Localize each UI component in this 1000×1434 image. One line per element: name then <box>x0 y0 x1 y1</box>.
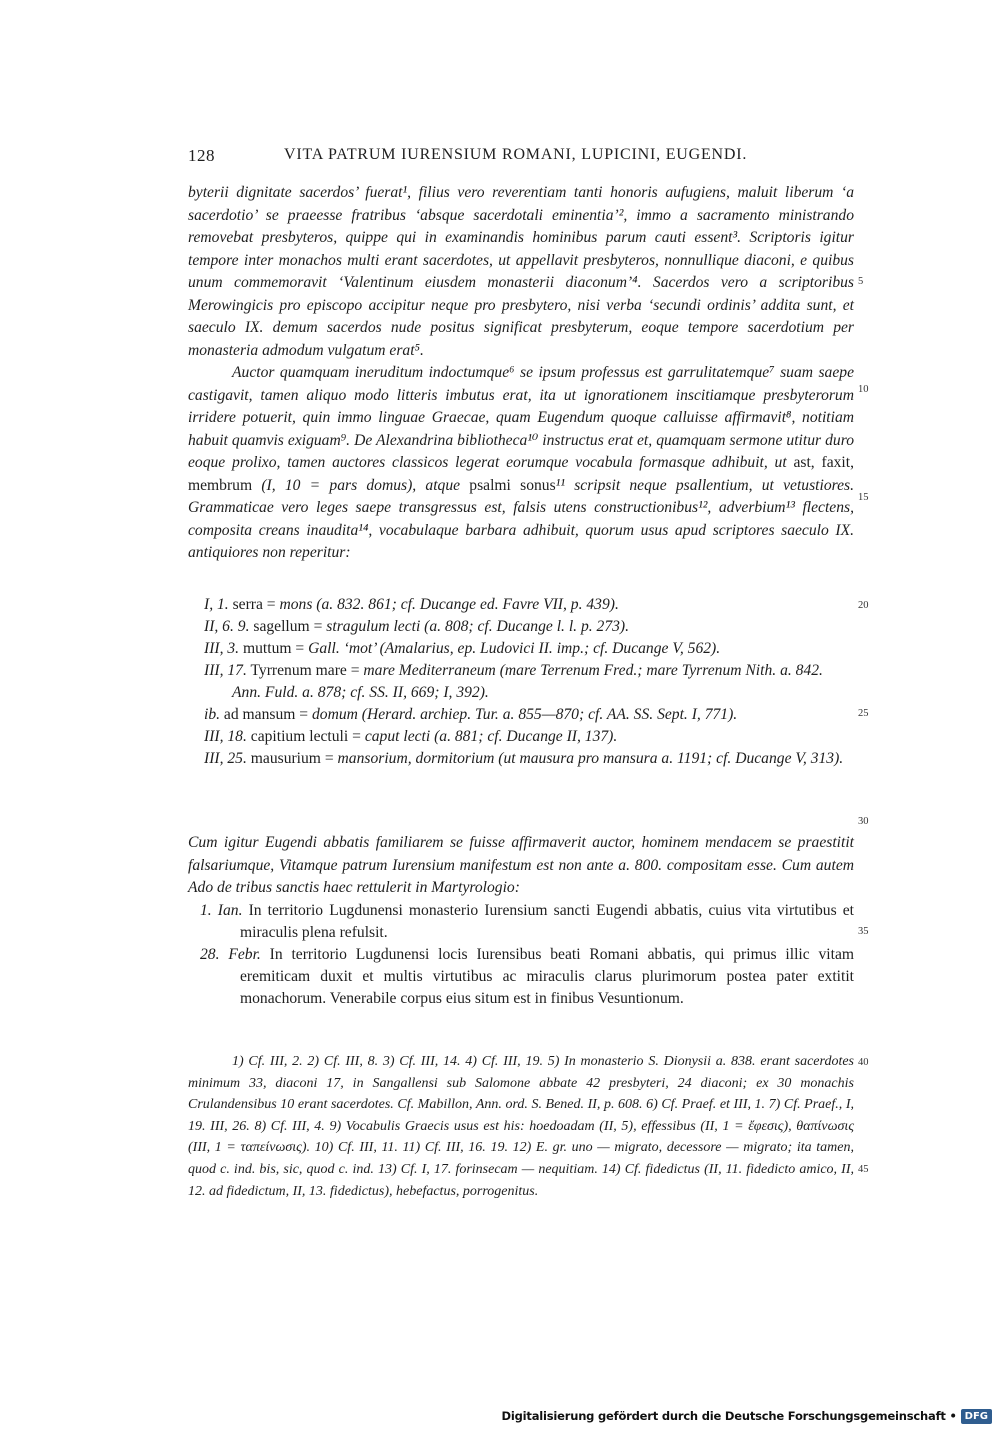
gloss-entry: III, 3. muttum = Gall. ‘mot’ (Amalarius, ep. Ludovici II. imp.; cf. Ducange V, 562). <box>204 640 721 657</box>
paragraph-3: Cum igitur Eugendi abbatis familiarem se fuisse affirmaverit auctor, hominem mendacem se praestitit falsariumque, Vitamque patrum Iurensium manifestum est non ante a. 800. compositam esse. Cum autem Ado de tribus sanctis haec rettulerit in Martyrologio: <box>188 834 854 896</box>
main-text <box>188 182 854 565</box>
line-number: 15 <box>858 492 869 503</box>
line-number: 45 <box>858 1164 869 1175</box>
line-number: 35 <box>858 926 869 937</box>
gloss-entry: III, 17. Tyrrenum mare = mare Mediterraneum (mare Terrenum Fred.; mare Tyrrenum Nith. a. 842. Ann. Fuld. a. 878; cf. SS. II, 669; I, 392). <box>204 662 823 701</box>
line-number: 10 <box>858 384 869 395</box>
line-number: 40 <box>858 1057 869 1068</box>
footer-bar <box>502 1406 992 1426</box>
footer-credit: Digitalisierung gefördert durch die Deutsche Forschungsgemeinschaft • <box>501 1409 957 1423</box>
footnotes <box>188 1051 854 1202</box>
page-header <box>188 146 858 170</box>
paragraph-2: Auctor quamquam ineruditum indoctumque⁶ se ipsum professus est garrulitatemque⁷ suam saepe castigavit, tamen aliquo modo litteris imbutus erat, ita ut ignorationem inscitiamque presbyterorum irridere potuerit, quin immo linguae Graecae, quam Eugendum quoque calluisse affirmavit⁸, notitiam habuit quamvis exiguam⁹. De Alexandrina bibliotheca¹⁰ instructus erat et, quamquam sermone utitur duro eoque prolixo, tamen auctores classicos legerat eorumque vocabula formasque adhibuit, ut ast, faxit, membrum (I, 10 = pars domus), atque psalmi sonus¹¹ scripsit neque psallentium, ut vetustiores. Grammaticae vero leges saepe transgressus est, falsis utens constructionibus¹², adverbium¹³ flectens, composita creans inaudita¹⁴, vocabulaque barbara adhibuit, quorum usus apud scriptores saeculo IX. antiquiores non reperitur: <box>188 364 854 561</box>
page-number: 128 <box>188 146 215 165</box>
running-title: VITA PATRUM IURENSIUM ROMANI, LUPICINI, EUGENDI. <box>284 146 748 163</box>
gloss-entry: III, 18. capitium lectuli = caput lecti (a. 881; cf. Ducange II, 137). <box>204 728 618 745</box>
gloss-entry: I, 1. serra = mons (a. 832. 861; cf. Ducange ed. Favre VII, p. 439). <box>204 596 619 613</box>
gloss-list <box>188 594 854 770</box>
paragraph-1: byterii dignitate sacerdos’ fuerat¹, filius vero reverentiam tanti honoris aufugiens, maluit liberum ‘a sacerdotio’ se praeesse fratribus ‘absque sacerdotali eminentia’², immo a sacramento ministrando removebat presbyteros, quippe qui in examinandis hominibus parum cauti essent³. Scriptoris igitur tempore inter monachos multi erant sacerdotes, ut appellavit presbyteros, nonnullique diaconi, e quibus unum commemoravit ‘Valentinum eiusdem monasterii diaconum’⁴. Sacerdos vero a scriptoribus Merowingicis pro episcopo accipitur neque pro presbytero, nisi verba ‘secundi ordinis’ addita sunt, et saeculo IX. demum sacerdos nude positus significat presbyterum, eoque tempore sacerdotium per monasteria admodum vulgatum erat⁵. <box>188 184 854 359</box>
martyrology-entry: 1. Ian. In territorio Lugdunensi monasterio Iurensium sancti Eugendi abbatis, cuius vita virtutibus et miraculis plena refulsit. <box>200 902 854 941</box>
gloss-entry: III, 25. mausurium = mansorium, dormitorium (ut mausura pro mansura a. 1191; cf. Ducange V, 313). <box>204 750 844 767</box>
gloss-entry: ib. ad mansum = domum (Herard. archiep. Tur. a. 855—870; cf. AA. SS. Sept. I, 771). <box>204 706 738 723</box>
line-number: 5 <box>858 276 864 287</box>
line-number: 25 <box>858 708 869 719</box>
martyrology-entry: 28. Febr. In territorio Lugdunensi locis Iurensibus beati Romani abbatis, qui primus illic vitam eremiticam duxit et multis virtutibus ac miraculis clarus plurimorum postea pater extitit monachorum. Venerabile corpus eius situm est in finibus Vesuntionum. <box>200 946 854 1007</box>
line-number: 30 <box>858 816 869 827</box>
martyrology-entries <box>188 900 854 1010</box>
gloss-entry: II, 6. 9. sagellum = stragulum lecti (a. 808; cf. Ducange l. l. p. 273). <box>204 618 630 635</box>
conclusion-text <box>188 832 854 900</box>
footnote-text: 1) Cf. III, 2. 2) Cf. III, 8. 3) Cf. III, 14. 4) Cf. III, 19. 5) In monasterio S. Dionysii a. 838. erant sacerdotes minimum 33, diaconi 17, in Sangallensi sub Salomone abbate 42 presbyteri, 24 diaconi; ex 30 monachis Crulandensibus 10 erant sacerdotes. Cf. Mabillon, Ann. ord. S. Bened. II, p. 608. 6) Cf. Praef. et III, 1. 7) Cf. Praef., I, 19. III, 26. 8) Cf. III, 4. 9) Vocabulis Graecis usus est his: hoedoadam (II, 5), effessibus (II, 1 = ἔφεσις), θαπίνωσις (III, 1 = ταπείνωσις). 10) Cf. III, 11. 11) Cf. III, 16. 19. 12) E. gr. uno — migrato, decessore — migrato; ita tamen, quod c. ind. bis, sic, quod c. ind. 13) Cf. I, 17. forinsecam — nequitiam. 14) Cf. fidedictus (II, 11. fidedicto amico, II, 12. ad fidedictum, II, 13. fidedictus), hebefactus, porrogenitus. <box>188 1054 854 1199</box>
line-number: 20 <box>858 600 869 611</box>
dfg-logo: DFG <box>961 1409 992 1424</box>
